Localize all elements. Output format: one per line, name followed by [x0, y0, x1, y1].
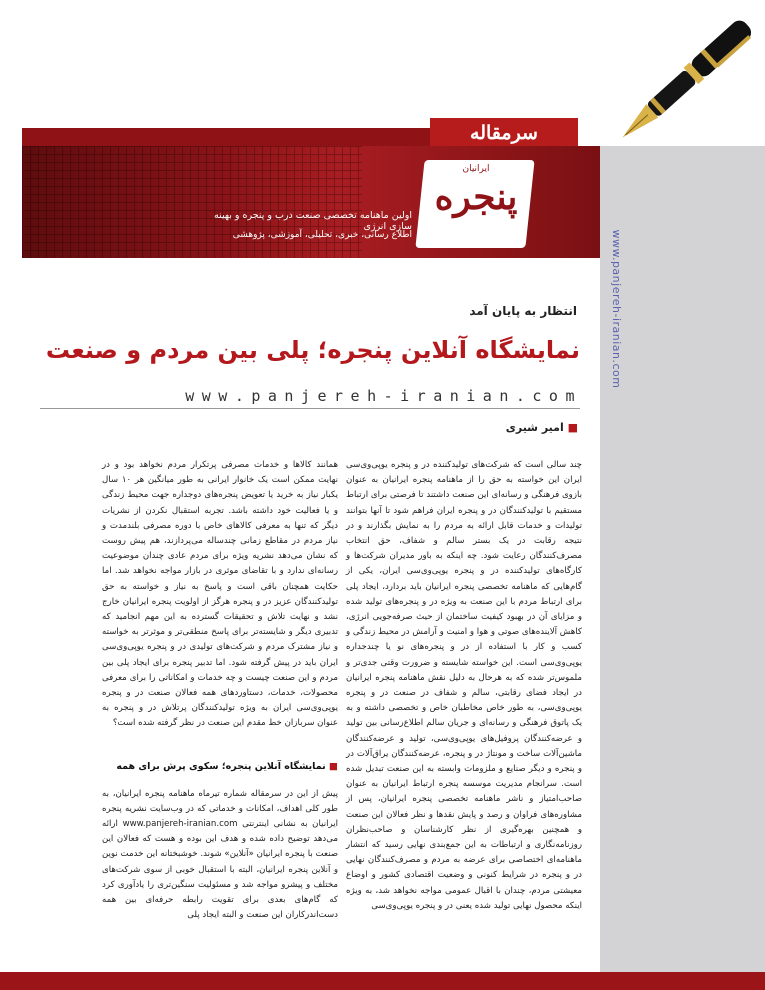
author-name: امیر شیری: [505, 421, 564, 434]
masthead-banner: [22, 146, 600, 258]
logo-subtext: ایرانیان: [462, 164, 490, 174]
article-headline: نمایشگاه آنلاین پنجره؛ پلی بین مردم و صنعت: [45, 336, 580, 364]
subheading-text: نمایشگاه آنلاین پنجره؛ سکوی پرش برای همه: [116, 761, 326, 772]
article-paragraph: چند سالی است که شرکت‌های تولیدکننده در و پنجره یوپی‌وی‌سی ایران این خواسته به حق را از ماهنامه پنجره ایرانیان به عنوان بازوی فرهنگی و رسانه‌ای این صنعت داشتند تا فرصتی برای ارتباط مستقیم با تولیدکنندگان در و پنجره ایران فراهم شود تا آنها بتوانند تولیدات و خدمات قابل ارائه به مردم را به نمایش بگذارند و در نتیجه رقابت در یک بستر سالم و شفاف، حق انتخاب مصرف‌کنندگان رعایت شود. چه اینکه به باور مدیران شرکت‌ها و کارگاه‌های تولیدکننده در و پنجره یوپی‌وی‌سی ایران، یکی از گام‌هایی که ماهنامه تخصصی پنجره ایرانیان باید بردارد، ایجاد پلی برای ارتباط مردم با این صنعت به ویژه در و پنجره‌های تولید شده و مزایای آن در بهبود کیفیت ساختمان از حیث صرفه‌جویی انرژی، کاهش آلاینده‌های صوتی و هوا و امنیت و آرامش در محیط زندگی و کسب و کار با استفاده از در و پنجره‌های نو یا چندجداره یوپی‌وی‌سی است. این خواسته شایسته و ضرورت وقتی جدی‌تر و ملموس‌تر شده که به هرحال به دلیل نقش ماهنامه پنجره ایرانیان در ایجاد فضای رقابتی، سالم و شفاف در صنعت در و پنجره یوپی‌وی‌سی، به طور خاص مخاطبان خاص و تخصصی داشته و به یک پاتوق فرهنگی و رسانه‌ای و جریان سالم اطلاع‌رسانی بین تولید و عرضه‌کنندگان پروفیل‌های یوپی‌وی‌سی، تولید و عرضه‌کنندگان ماشین‌آلات ساخت و مونتاژ در و پنجره، عرضه‌کنندگان یراق‌آلات در و پنجره و دیگر صنایع و ملزومات وابسته به این صنعت تبدیل شده است. سرانجام مدیریت موسسه پنجره ارتباط ایرانیان به عنوان صاحب‌امتیاز و ناشر ماهنامه تخصصی پنجره ایرانیان، پس از مشاوره‌های فراوان و رصد و پایش نقدها و نظر فعالان این صنعت و همچنین بهره‌گیری از نظر کارشناسان و صاحب‌نظران روزنامه‌نگاری و ارتباطات به این جمع‌بندی نهایی رسید که انتشار ماهنامه‌ای اختصاصی برای عرضه به مردم و مصرف‌کنندگان نهایی در و پنجره در شرایط کنونی و وضعیت اقتصادی کشور و اوضاع معیشتی مردم، چندان با اقبال عمومی مواجه نخواهد شد، به ویژه اینکه محصول نهایی تولید شده یعنی در و پنجره یوپی‌وی‌سی: [346, 460, 582, 911]
side-panel: [600, 146, 765, 972]
masthead-tagline: اولین ماهنامه تخصصی صنعت درب و پنجره و بهینه سازی انرژی: [214, 210, 412, 232]
article-column-left-continued: [102, 778, 339, 921]
bullet-icon: ■: [329, 761, 338, 772]
footer-red-band: [0, 972, 765, 990]
article-column-right: [346, 458, 582, 911]
section-subheading: [102, 761, 338, 772]
author-byline: [420, 421, 578, 434]
side-website-link[interactable]: www.panjereh-iranian.com: [610, 229, 623, 389]
section-label: سرمقاله: [430, 118, 578, 148]
article-paragraph: همانند کالاها و خدمات مصرفی پرتکرار مردم نخواهد بود و در نهایت ممکن است یک خانوار ایرانی به طور میانگین هر ۱۰ سال یکبار نیاز به خرید یا تعویض پنجره‌های دوجداره جهت محیط زندگی و یا فعالیت خود داشته باشد. تجربه استقبال نکردن از نشریات دیگر که تنها به معرفی کالاهای خاص با دوره مصرفی بلندمدت و نیاز مردم در مقاطع زمانی چندساله می‌پردازند، هم پیش روست که نشان می‌دهد نشریه ویژه برای مردم عادی چندان موضوعیت رسانه‌ای ندارد و با تقاضای موثری در بازار مواجه نخواهد شد. اما حکایت همچنان باقی است و پاسخ به نیاز و خواسته به حق تولیدکنندگان عزیز در و پنجره هرگز از اولویت پنجره ایرانیان خارج نشد و نهایت تلاش و تحقیقات گسترده به این مهم انجامید که تدبیری دیگر و شایسته‌تر برای پاسخ منطقی‌تر و موثرتر به خواسته و نیاز مشترک مردم و شرکت‌های تولیدی در و پنجره یوپی‌وی‌سی ایران باید در پیش گرفته شود. اما تدبیر پنجره برای ایجاد پلی بین مردم و این صنعت چیست و چه خدمات و امکاناتی را برای معرفی محصولات، خدمات، دستاوردهای همه فعالان صنعت در و پنجره یوپی‌وی‌سی ایران به ویژه تولیدکنندگان پرتلاش در و پنجره به عنوان سربازان خط مقدم این صنعت در نظر گرفته شده است؟: [102, 460, 338, 729]
masthead-tagline-secondary: اطلاع رسانی، خبری، تحلیلی، آموزشی، پژوهشی: [232, 230, 412, 240]
fountain-pen-icon: [607, 4, 757, 164]
article-paragraph: پیش از این در سرمقاله شماره تیرماه ماهنامه پنجره ایرانیان، به طور کلی اهداف، امکانات و خدماتی که در وب‌سایت نشریه پنجره ایرانیان به نشانی اینترنتی www.panjereh-iranian.com ارائه می‌دهد توضیح داده شده و هدف این بوده و هست که فعالان این صنعت با پنجره ایرانیان «آنلاین» شوند. خوشبختانه این خدمت نوین و آنلاین پنجره ایرانیان، البته با استقبال خوبی از سوی شرکت‌های مختلف و پیشرو مواجه شد و مسئولیت سنگین‌تری را یادآوری کرد که گام‌های بعدی برای تقویت رابطه حرفه‌ای بین همه دست‌اندرکاران این صنعت و البته ایجاد پلی: [102, 788, 339, 921]
header-divider: [40, 408, 580, 409]
website-banner[interactable]: www.panjereh-iranian.com: [185, 387, 582, 405]
left-margin: [0, 128, 22, 972]
banner-pattern: [22, 146, 362, 258]
magazine-logo: پنجره: [434, 176, 518, 218]
bullet-icon: ■: [567, 421, 578, 434]
article-column-left: [102, 458, 338, 754]
article-kicker: انتظار به پایان آمد: [469, 304, 577, 318]
